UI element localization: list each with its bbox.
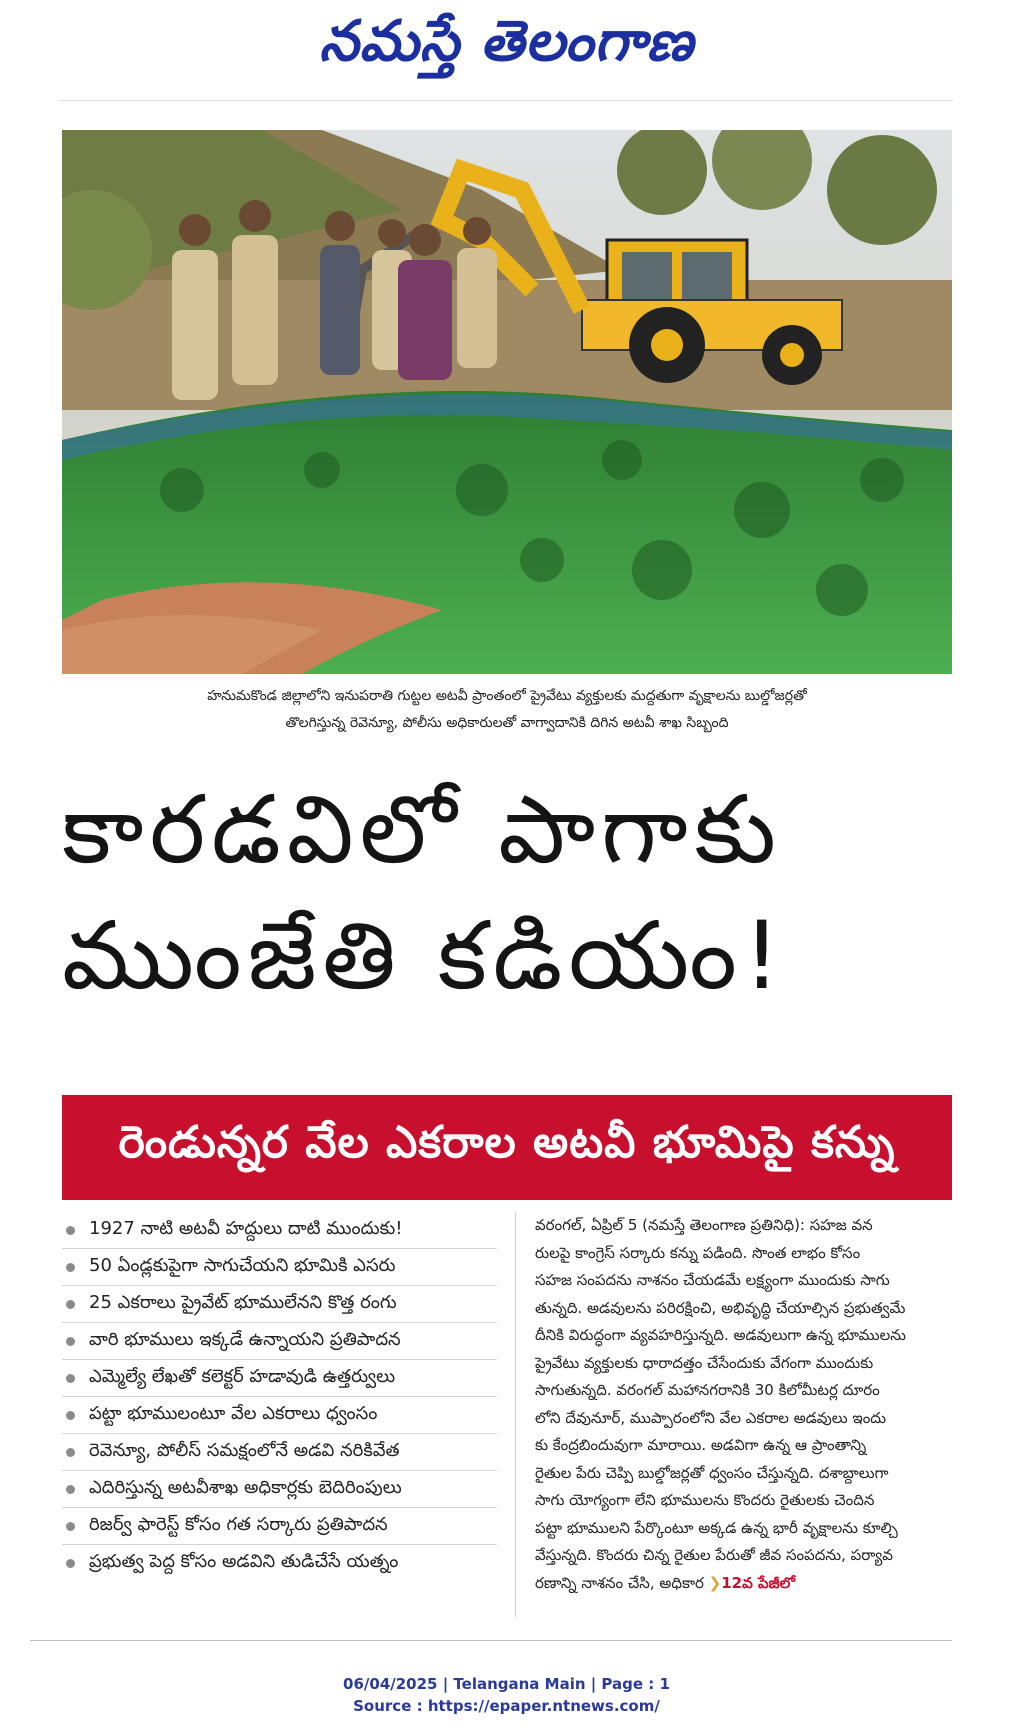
article-line: దీనికి విరుద్ధంగా వ్యవహరిస్తున్నది. అడవులుగా ఉన్న భూములను bbox=[535, 1326, 906, 1344]
chevron-right-icon: ❯ bbox=[708, 1573, 722, 1592]
news-photo bbox=[62, 130, 952, 674]
caption-line: హనుమకొండ జిల్లాలోని ఇనుపరాతి గుట్టల అటవీ ప్రాంతంలో ప్రైవేటు వ్యక్తులకు మద్దతుగా వృక్షాలను బుల్డోజర్లతో bbox=[207, 688, 807, 704]
article-line: వేస్తున్నది. కొందరు చిన్న రైతుల పేరుతో జీవ సంపదను, పర్యావ bbox=[535, 1546, 893, 1564]
subheadline-banner bbox=[62, 1095, 952, 1200]
headline-line: కారడవిలో పాగాకు bbox=[62, 776, 782, 885]
bullet-icon bbox=[66, 1559, 75, 1568]
highlights-list bbox=[62, 1212, 497, 1581]
continue-link[interactable]: ❯12వ పేజీలో bbox=[708, 1573, 796, 1592]
bullet-icon bbox=[66, 1485, 75, 1494]
bullet-icon bbox=[66, 1263, 75, 1272]
article-line: రైతుల పేరు చెప్పి బుల్డోజర్లతో ధ్వంసం చేస్తున్నది. దశాబ్దాలుగా bbox=[535, 1463, 889, 1482]
bullet-icon bbox=[66, 1411, 75, 1420]
article-line: వరంగల్, ఏప్రిల్ 5 (నమస్తే తెలంగాణ ప్రతినిధి): సహజ వన bbox=[535, 1216, 873, 1234]
bullet-icon bbox=[66, 1448, 75, 1457]
newspaper-title: నమస్తే తెలంగాణ bbox=[319, 8, 694, 74]
list-item: పట్టా భూములంటూ వేల ఎకరాలు ధ్వంసం bbox=[62, 1397, 497, 1434]
caption-line: తొలగిస్తున్న రెవెన్యూ, పోలీసు అధికారులతో వాగ్వాదానికి దిగిన అటవీ శాఖ సిబ్బంది bbox=[285, 715, 729, 731]
footer-date-line: 06/04/2025 | Telangana Main | Page : 1 bbox=[343, 1675, 670, 1693]
list-item: రెవెన్యూ, పోలీస్ సమక్షంలోనే అడవి నరికివేత bbox=[62, 1434, 497, 1471]
article-line: సాగుతున్నది. వరంగల్ మహానగరానికి 30 కిలోమీటర్ల దూరం bbox=[535, 1381, 880, 1399]
list-item: వారి భూములు ఇక్కడే ఉన్నాయని ప్రతిపాదన bbox=[62, 1323, 497, 1360]
top-divider bbox=[60, 100, 953, 101]
list-item: రిజర్వ్ ఫారెస్ట్ కోసం గత సర్కారు ప్రతిపాదన bbox=[62, 1508, 497, 1545]
column-divider bbox=[515, 1212, 516, 1617]
bottom-divider bbox=[30, 1640, 952, 1641]
list-item: ప్రభుత్వ పెద్ద కోసం అడవిని తుడిచేసే యత్నం bbox=[62, 1545, 497, 1581]
article-line-last: రణాన్ని నాశనం చేసి, అధికార ❯12వ పేజీలో bbox=[535, 1573, 796, 1592]
list-item: 50 ఏండ్లకుపైగా సాగుచేయని భూమికి ఎసరు bbox=[62, 1249, 497, 1286]
list-item: ఎదిరిస్తున్న అటవీశాఖ అధికార్లకు బెదిరింపులు bbox=[62, 1471, 497, 1508]
article-line: పట్టా భూములని పేర్కొంటూ అక్కడ ఉన్న భారీ వృక్షాలను కూల్చి bbox=[535, 1518, 898, 1537]
subheadline: రెండున్నర వేల ఎకరాల అటవీ భూమిపై కన్ను bbox=[118, 1116, 896, 1168]
bullet-icon bbox=[66, 1300, 75, 1309]
bullet-icon bbox=[66, 1337, 75, 1346]
article-line: రులపై కాంగ్రెస్ సర్కారు కన్ను పడింది. సొంత లాభం కోసం bbox=[535, 1243, 861, 1262]
article-line: సహజ సంపదను నాశనం చేయడమే లక్ష్యంగా ముందుకు సాగు bbox=[535, 1271, 890, 1289]
article-line: ప్రైవేటు వ్యక్తులకు ధారాదత్తం చేసేందుకు వేగంగా ముందుకు bbox=[535, 1353, 874, 1372]
page-footer bbox=[0, 1673, 1013, 1717]
bullet-icon bbox=[66, 1226, 75, 1235]
bullet-icon bbox=[66, 1374, 75, 1383]
list-item: ఎమ్మెల్యే లేఖతో కలెక్టర్ హడావుడి ఉత్తర్వులు bbox=[62, 1360, 497, 1397]
photo-caption bbox=[62, 683, 952, 737]
article-line: లోని దేవునూర్, ముప్పారంలోని వేల ఎకరాల అడవులు ఇందు bbox=[535, 1408, 887, 1427]
list-item: 1927 నాటి అటవీ హద్దులు దాటి ముందుకు! bbox=[62, 1212, 497, 1249]
headline-line: ముంజేతి కడియం! bbox=[62, 902, 787, 1011]
masthead bbox=[0, 0, 1013, 95]
article-body bbox=[535, 1212, 955, 1597]
headline bbox=[62, 768, 952, 1020]
footer-source-link[interactable]: Source : https://epaper.ntnews.com/ bbox=[353, 1697, 660, 1715]
article-line: తున్నది. అడవులను పరిరక్షించి, అభివృద్ధి చేయాల్సిన ప్రభుత్వమే bbox=[535, 1298, 906, 1317]
article-line: సాగు యోగ్యంగా లేని భూములను కొందరు రైతులకు చెందిన bbox=[535, 1491, 875, 1509]
list-item: 25 ఎకరాలు ప్రైవేట్ భూములేనని కొత్త రంగు bbox=[62, 1286, 497, 1323]
article-line: కు కేంద్రబిందువుగా మారాయి. అడవిగా ఉన్న ఆ ప్రాంతాన్ని bbox=[535, 1436, 867, 1454]
bullet-icon bbox=[66, 1522, 75, 1531]
photo-illustration bbox=[62, 130, 952, 674]
